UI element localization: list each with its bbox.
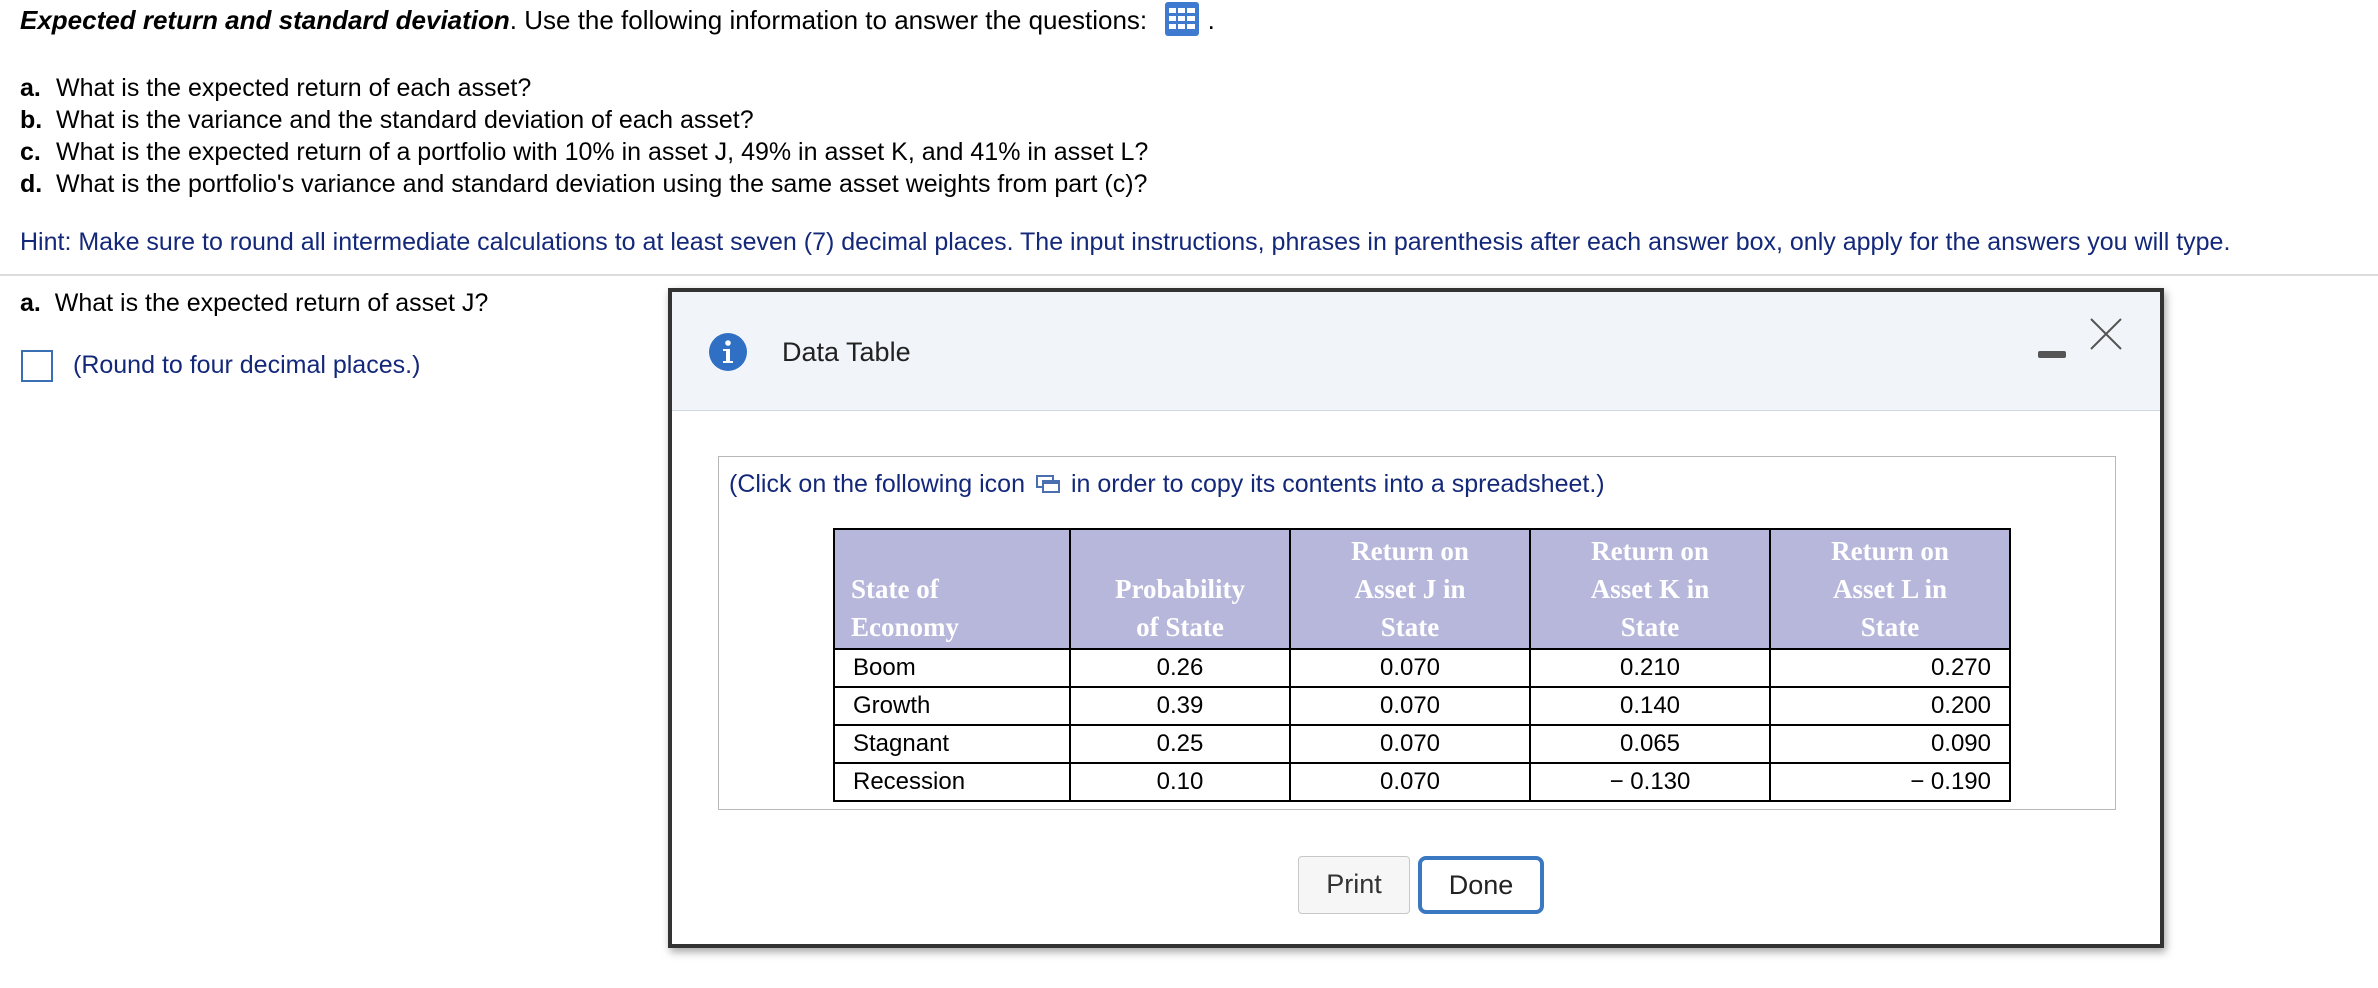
cell-probability: 0.25: [1070, 725, 1290, 763]
cell-probability: 0.10: [1070, 763, 1290, 801]
table-row: [834, 649, 2010, 687]
cell-return-l: 0.090: [1770, 725, 2010, 763]
current-question: [20, 286, 488, 320]
cell-return-k: 0.210: [1530, 649, 1770, 687]
table-header-row: [834, 529, 2010, 649]
question-title-rest: . Use the following information to answer the questions:: [509, 5, 1148, 35]
cell-state: Boom: [834, 649, 1070, 687]
copy-to-spreadsheet-icon[interactable]: [1035, 470, 1061, 496]
close-icon[interactable]: [2088, 316, 2124, 352]
hint-text: Hint: Make sure to round all intermediate calculations to at least seven (7) decimal places. The input instructions, phrases in parenthesis after each answer box, only apply for the answers you will type.: [20, 228, 2231, 256]
question-part-d: d. What is the portfolio's variance and standard deviation using the same asset weights from part (c)?: [20, 170, 1148, 198]
header-probability: Probability of State: [1070, 529, 1290, 649]
cell-return-k: 0.065: [1530, 725, 1770, 763]
cell-return-k: 0.140: [1530, 687, 1770, 725]
cell-return-k: − 0.130: [1530, 763, 1770, 801]
done-button[interactable]: Done: [1418, 856, 1544, 914]
data-table-container: [718, 456, 2116, 810]
header-return-k: Return on Asset K in State: [1530, 529, 1770, 649]
cell-return-j: 0.070: [1290, 725, 1530, 763]
header-state: State of Economy: [834, 529, 1070, 649]
question-title-period: .: [1207, 5, 1215, 35]
cell-state: Growth: [834, 687, 1070, 725]
cell-return-l: 0.200: [1770, 687, 2010, 725]
cell-probability: 0.26: [1070, 649, 1290, 687]
divider: [0, 274, 2378, 276]
data-table-grid-icon[interactable]: [1164, 1, 1200, 37]
question-part-c: c. What is the expected return of a portfolio with 10% in asset J, 49% in asset K, and 41% in asset L?: [20, 138, 1149, 166]
copy-instruction-before: (Click on the following icon: [729, 470, 1025, 498]
cell-return-j: 0.070: [1290, 687, 1530, 725]
header-return-j: Return on Asset J in State: [1290, 529, 1530, 649]
header-return-l: Return on Asset L in State: [1770, 529, 2010, 649]
current-question-text: What is the expected return of asset J?: [54, 289, 489, 317]
cell-return-j: 0.070: [1290, 649, 1530, 687]
question-part-b: b. What is the variance and the standard deviation of each asset?: [20, 106, 754, 134]
cell-probability: 0.39: [1070, 687, 1290, 725]
question-part-a: a. What is the expected return of each asset?: [20, 74, 532, 102]
minimize-icon[interactable]: [2038, 340, 2066, 368]
print-button[interactable]: Print: [1298, 856, 1410, 914]
table-row: [834, 687, 2010, 725]
answer-input[interactable]: [21, 350, 53, 382]
cell-state: Recession: [834, 763, 1070, 801]
dialog-header: [672, 292, 2160, 411]
question-title-bold: Expected return and standard deviation: [20, 5, 510, 35]
table-row: [834, 725, 2010, 763]
cell-state: Stagnant: [834, 725, 1070, 763]
data-table-dialog: [668, 288, 2164, 948]
info-icon: [708, 332, 748, 372]
cell-return-j: 0.070: [1290, 763, 1530, 801]
copy-instruction-after: in order to copy its contents into a spreadsheet.): [1070, 470, 1605, 498]
answer-instruction: (Round to four decimal places.): [73, 351, 421, 379]
question-parts-list: [20, 72, 1148, 200]
copy-instruction: [729, 467, 1605, 501]
cell-return-l: 0.270: [1770, 649, 2010, 687]
current-question-letter: a.: [20, 289, 41, 317]
table-row: [834, 763, 2010, 801]
dialog-title: Data Table: [782, 337, 911, 367]
data-table: [833, 528, 2011, 802]
question-title: [20, 2, 1215, 40]
cell-return-l: − 0.190: [1770, 763, 2010, 801]
